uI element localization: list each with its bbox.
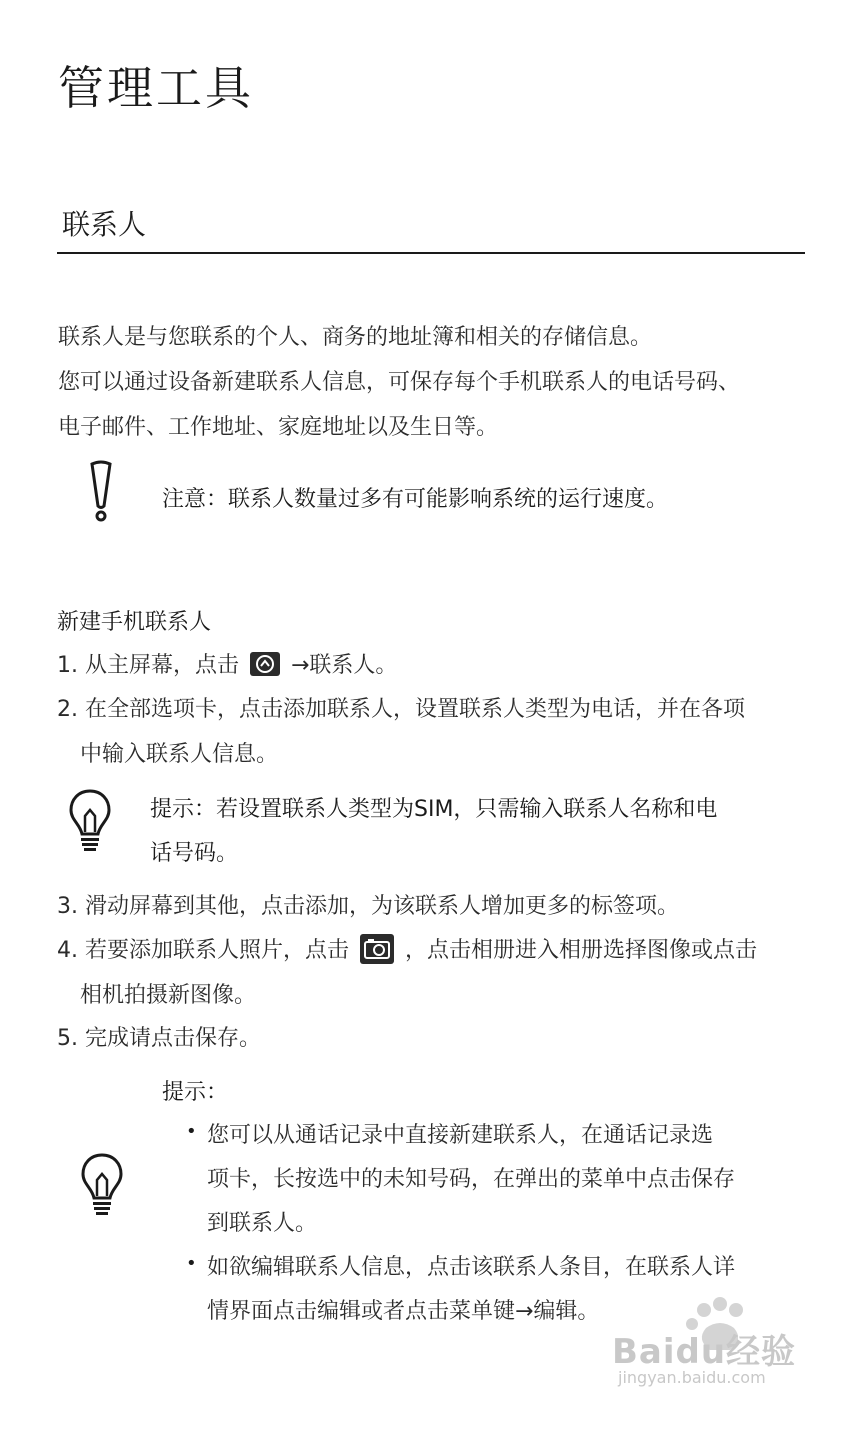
step-4-line-2: 相机拍摄新图像。 [80, 983, 257, 1008]
tip-2-heading: 提示： [162, 1080, 229, 1105]
watermark-url: jingyan.baidu.com [618, 1368, 766, 1387]
step-2-line-1: 2. 在全部选项卡，点击添加联系人，设置联系人类型为电话，并在各项 [57, 697, 745, 722]
page-title: 管理工具 [58, 61, 254, 115]
step-4-prefix: 4. 若要添加联系人照片，点击 [57, 938, 349, 963]
intro-line-3: 电子邮件、工作地址、家庭地址以及生日等。 [58, 415, 499, 440]
intro-line-2: 您可以通过设备新建联系人信息，可保存每个手机联系人的电话号码、 [58, 370, 741, 395]
step-1-suffix: →联系人。 [290, 653, 398, 678]
exclamation-icon [88, 460, 114, 528]
watermark-brand: Baidu经验 [612, 1332, 797, 1372]
step-1 [57, 648, 397, 679]
tip-1-line-1: 提示：若设置联系人类型为SIM，只需输入联系人名称和电 [150, 797, 718, 822]
tip-1-line-2: 话号码。 [150, 841, 239, 866]
section-divider [57, 252, 805, 254]
step-5: 5. 完成请点击保存。 [57, 1026, 261, 1051]
baidu-watermark [612, 1296, 812, 1400]
step-3: 3. 滑动屏幕到其他，点击添加，为该联系人增加更多的标签项。 [57, 894, 679, 919]
bullet-dot: • [186, 1121, 197, 1142]
tip-2-bullet-1-line-2: 项卡，长按选中的未知号码，在弹出的菜单中点击保存 [207, 1167, 736, 1192]
intro-line-1: 联系人是与您联系的个人、商务的地址簿和相关的存储信息。 [58, 325, 653, 350]
camera-icon[interactable] [360, 934, 394, 964]
apps-launcher-icon[interactable] [250, 652, 280, 676]
tip-2-bullet-1-line-3: 到联系人。 [207, 1211, 318, 1236]
warning-note: 注意：联系人数量过多有可能影响系统的运行速度。 [162, 487, 669, 512]
step-1-prefix: 1. 从主屏幕，点击 [57, 653, 239, 678]
tip-2-bullet-2-line-2: 情界面点击编辑或者点击菜单键→编辑。 [207, 1299, 600, 1324]
step-4-line-1 [57, 933, 757, 964]
subsection-title: 新建手机联系人 [57, 610, 212, 635]
step-4-suffix: ，点击相册进入相册选择图像或点击 [404, 938, 757, 963]
tip-2-bullet-2-line-1: 如欲编辑联系人信息，点击该联系人条目，在联系人详 [207, 1255, 736, 1280]
step-2-line-2: 中输入联系人信息。 [80, 742, 279, 767]
bullet-dot: • [186, 1253, 197, 1274]
tip-2-bullet-1-line-1: 您可以从通话记录中直接新建联系人，在通话记录选 [207, 1123, 714, 1148]
section-title: 联系人 [62, 208, 147, 241]
lightbulb-icon [68, 788, 112, 858]
lightbulb-icon [80, 1152, 124, 1222]
